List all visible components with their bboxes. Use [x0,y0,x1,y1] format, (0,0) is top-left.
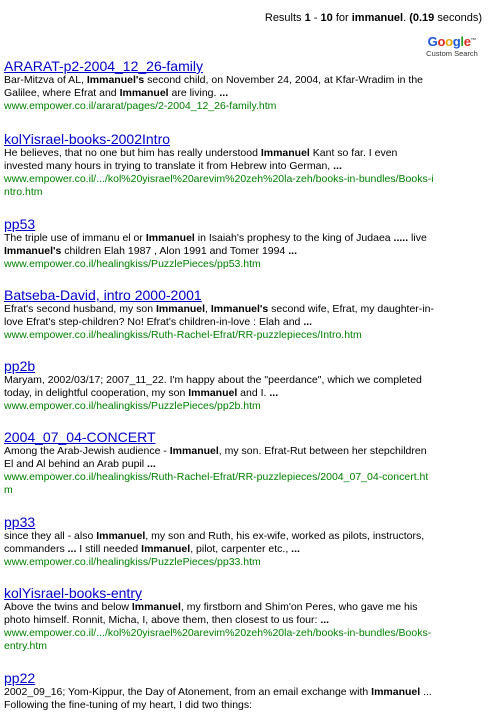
snippet-text: 2002_09_16; Yom-Kippur, the Day of Atonement, from an email exchange with [4,686,372,698]
snippet-highlight: Immanuel's [86,74,145,86]
result-title-link[interactable]: kolYisrael-books-2002Intro [4,131,171,147]
snippet-text: and I. [237,387,270,399]
result-snippet [4,232,434,258]
search-query: immanuel [351,12,404,24]
snippet-text: He believes, that no one but him has really understood [4,147,261,159]
snippet-text: since they all - also [4,530,97,542]
result-title-link[interactable]: pp33 [4,514,36,530]
result-snippet [4,303,434,329]
result-snippet [4,147,434,173]
snippet-highlight: Immanuel [119,87,169,99]
result-url: www.empower.co.il/healingkiss/PuzzlePieces/pp33.htm [4,556,261,568]
result-url: www.empower.co.il/healingkiss/Ruth-Rachel-Efrat/RR-puzzlepieces/2004_07_04-concert.htm [4,471,429,496]
results-to: 10 [320,12,333,24]
result-snippet [4,374,434,400]
snippet-highlight: Immanuel [141,543,191,555]
result-url: www.empower.co.il/ararat/pages/2-2004_12_26-family.htm [4,100,277,112]
result-title-link[interactable]: kolYisrael-books-entry [4,585,142,601]
snippet-text: Maryam, 2002/03/17; 2007_11_22. I'm happy about the "peerdance", which we completed today, in delightful cooperation, my son [4,374,422,399]
search-results-list [4,42,434,712]
snippet-highlight: ... [67,543,77,555]
google-wordmark: Google™ [427,34,477,49]
snippet-text: ... Following the fine-tuning of my heart, I did two things: [4,686,432,711]
snippet-highlight: ... [147,458,156,470]
snippet-text: children Elah 1987 , Alon 1991 and Tomer 1994 [61,245,289,257]
snippet-highlight: Immanuel [145,232,195,244]
result-url: www.empower.co.il/healingkiss/Ruth-Rachel-Efrat/RR-puzzlepieces/Intro.htm [4,329,362,341]
result-title-link[interactable]: pp22 [4,670,36,686]
snippet-highlight: ... [333,160,342,172]
result-url: www.empower.co.il/healingkiss/PuzzlePieces/pp53.htm [4,258,261,270]
snippet-highlight: Immanuel [188,387,238,399]
snippet-text: , my son. Efrat-Rut between her stepchildren El and Al behind an Arab pupil [4,445,427,470]
snippet-text: live [408,232,427,244]
result-url: www.empower.co.il/.../kol%20yisrael%20arevim%20zeh%20la-zeh/books-in-bundles/Books-entry.htm [4,627,432,652]
search-result [4,358,434,413]
results-from: 1 [304,12,311,24]
result-title-link[interactable]: pp2b [4,358,36,374]
snippet-highlight: ... [320,614,330,626]
custom-search-label: Custom Search [426,49,478,58]
result-url: www.empower.co.il/healingkiss/PuzzlePieces/pp2b.htm [4,400,261,412]
snippet-text: Among the Arab-Jewish audience - [4,445,170,457]
result-snippet [4,74,434,100]
snippet-text: second wife, Efrat, my daughter-in-love Efrat's step-children? No! Efrat's children-in-love : Elah and [4,303,434,328]
snippet-highlight: ... [219,87,229,99]
snippet-highlight: Immanuel [169,445,219,457]
snippet-text: second child, on November 24, 2004, at Kfar-Wradim in the Galilee, where Efrat and [4,74,424,99]
snippet-text: Efrat's second husband, my son [4,303,157,315]
snippet-highlight: ... [288,245,298,257]
result-snippet [4,445,434,471]
snippet-text: The triple use of immanu el or [4,232,146,244]
search-result [4,216,434,271]
result-title-link[interactable]: 2004_07_04-CONCERT [4,429,156,445]
logo-letter: e [463,34,471,49]
snippet-highlight: ..... [393,232,409,244]
result-title-link[interactable]: Batseba-David, intro 2000-2001 [4,287,202,303]
search-result [4,58,434,113]
snippet-text: Above the twins and below [4,601,132,613]
snippet-highlight: Immanuel [371,686,421,698]
snippet-text: Bar-Mitzva of AL, [4,74,87,86]
logo-letter: G [427,34,438,49]
snippet-highlight: Immanuel [131,601,181,613]
snippet-text: Kant so far. I even invested many hours in trying to translate it from Hebrew into German, [4,147,398,172]
result-snippet [4,530,434,556]
search-result [4,287,434,342]
search-result [4,429,434,497]
snippet-text: , my firstborn and Shim'on Peres, who gave me his photo himself. Ronnit, Micha, I, above them, then closest to us four: [4,601,418,626]
logo-letter: o [437,34,446,49]
logo-letter: g [452,34,461,49]
snippet-text: , my son and Ruth, his ex-wife, worked as pilots, instructors, commanders [4,530,425,555]
result-snippet [4,601,434,627]
search-result [4,131,434,199]
result-url: www.empower.co.il/.../kol%20yisrael%20arevim%20zeh%20la-zeh/books-in-bundles/Books-intro.htm [4,173,434,198]
snippet-text: in Isaiah's prophesy to the king of Judaea [194,232,394,244]
logo-letter: l [460,34,464,49]
result-title-link[interactable]: pp53 [4,216,36,232]
snippet-text: I still needed [76,543,142,555]
search-result [4,670,434,712]
snippet-highlight: ... [291,543,300,555]
snippet-text: , [205,303,211,315]
snippet-highlight: ... [269,387,279,399]
search-time: (0.19 [409,12,435,24]
snippet-highlight: ... [303,316,313,328]
snippet-highlight: Immanuel's [4,245,62,257]
snippet-text: , pilot, carpenter etc., [190,543,292,555]
result-snippet [4,686,434,712]
snippet-highlight: Immanuel [156,303,206,315]
snippet-highlight: Immanuel's [210,303,269,315]
search-result [4,585,434,653]
search-result [4,514,434,569]
result-title-link[interactable]: ARARAT-p2-2004_12_26-family [4,58,203,74]
snippet-highlight: Immanuel [260,147,310,159]
snippet-highlight: Immanuel [96,530,146,542]
results-stats: Results 1 - 10 for immanuel. (0.19 seconds) [264,12,482,24]
logo-letter: o [445,34,453,49]
snippet-text: are living. [168,87,220,99]
